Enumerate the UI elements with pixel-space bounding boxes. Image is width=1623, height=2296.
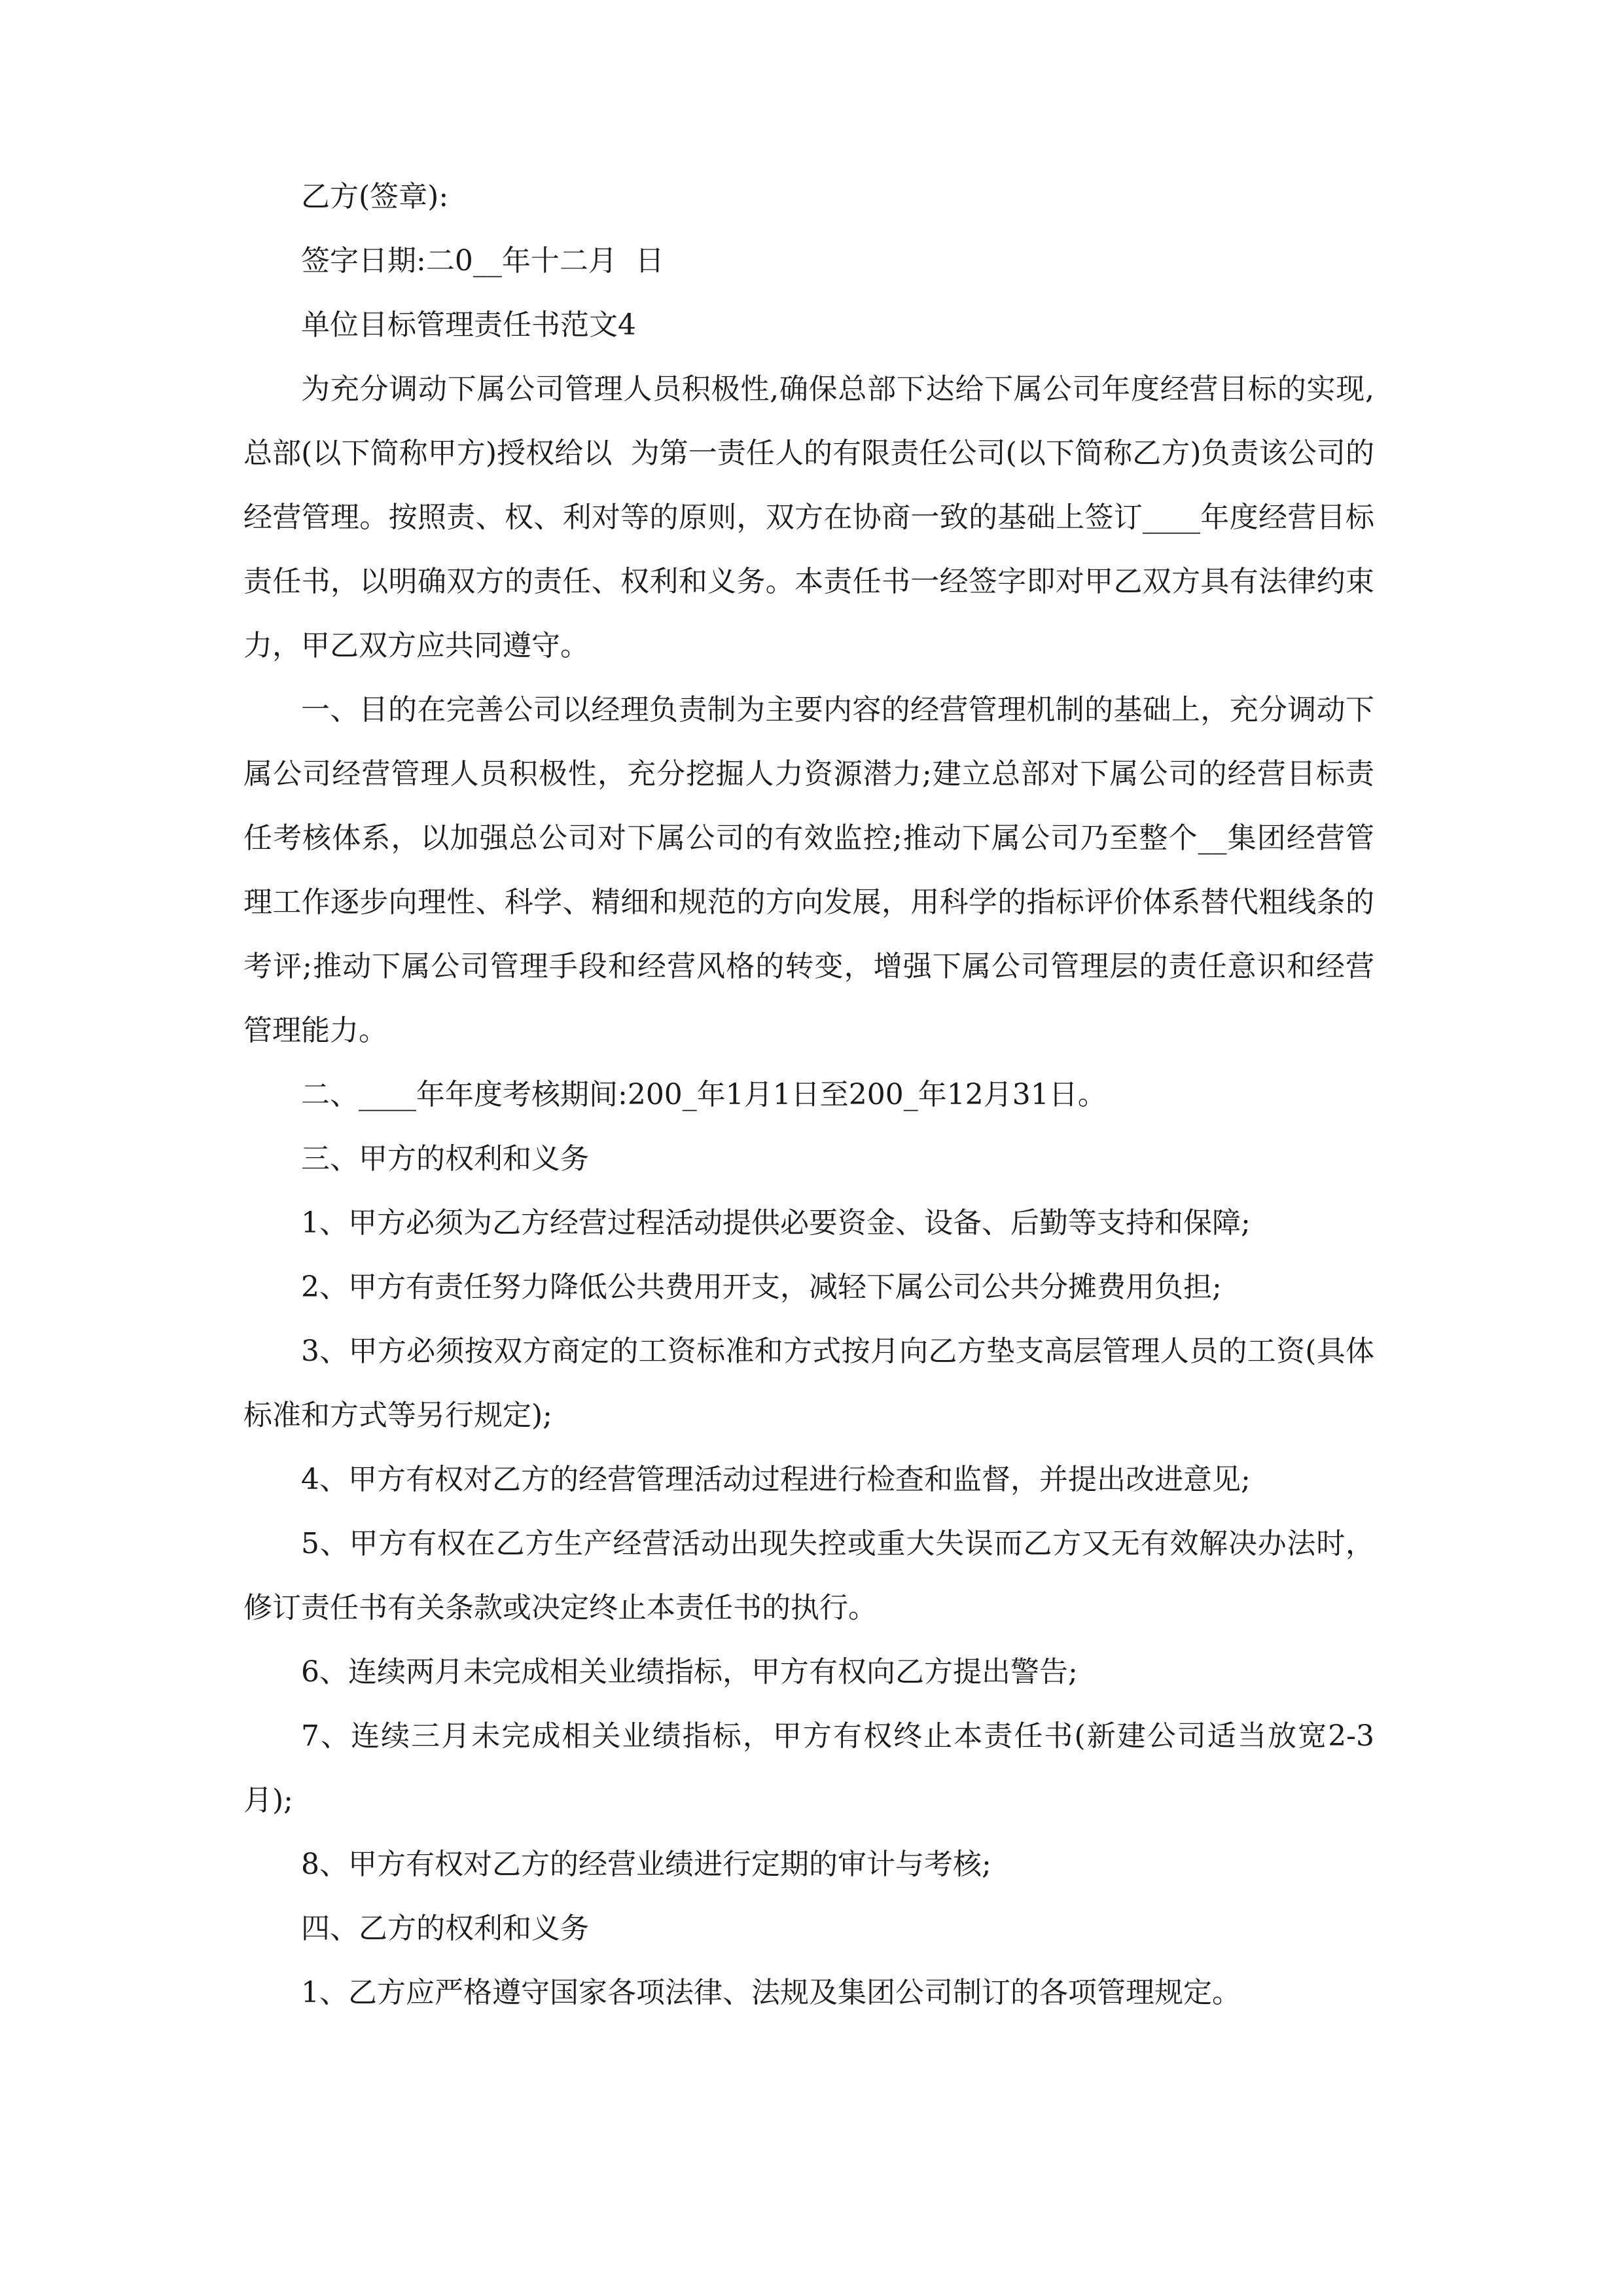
- party-b-heading: 四、乙方的权利和义务: [301, 1912, 589, 1945]
- party-a-item-4: 4、甲方有权对乙方的经营管理活动过程进行检查和监督，并提出改进意见;: [301, 1463, 1251, 1496]
- party-b-item-1: 1、乙方应严格遵守国家各项法律、法规及集团公司制订的各项管理规定。: [301, 1976, 1241, 2009]
- party-a-item-7: 7、连续三月未完成相关业绩指标，甲方有权终止本责任书(新建公司适当放宽2-3月);: [243, 1719, 1374, 1817]
- party-a-item-3: 3、甲方必须按双方商定的工资标准和方式按月向乙方垫支高层管理人员的工资(具体标准和方式等另行规定);: [243, 1335, 1374, 1432]
- document-body: [243, 165, 1374, 2025]
- party-a-heading: 三、甲方的权利和义务: [301, 1142, 589, 1175]
- signature-date-line: 签字日期:二0__年十二月 日: [301, 244, 664, 278]
- party-a-item-8: 8、甲方有权对乙方的经营业绩进行定期的审计与考核;: [301, 1848, 991, 1881]
- party-a-item-5: 5、甲方有权在乙方生产经营活动出现失控或重大失误而乙方又无有效解决办法时，修订责任书有关条款或决定终止本责任书的执行。: [243, 1527, 1374, 1624]
- party-a-item-2: 2、甲方有责任努力降低公共费用开支，减轻下属公司公共分摊费用负担;: [301, 1270, 1222, 1304]
- purpose-paragraph: 一、目的在完善公司以经理负责制为主要内容的经营管理机制的基础上，充分调动下属公司经营管理人员积极性，充分挖掘人力资源潜力;建立总部对下属公司的经营目标责任考核体系，以加强总公司对下属公司的有效监控;推动下属公司乃至整个__集团经营管理工作逐步向理性、科学、精细和规范的方向发展，用科学的指标评价体系替代粗线条的考评;推动下属公司管理手段和经营风格的转变，增强下属公司管理层的责任意识和经营管理能力。: [243, 693, 1374, 1047]
- party-a-item-1: 1、甲方必须为乙方经营过程活动提供必要资金、设备、后勤等支持和保障;: [301, 1206, 1251, 1240]
- party-a-item-6: 6、连续两月未完成相关业绩指标，甲方有权向乙方提出警告;: [301, 1655, 1078, 1689]
- section-title: 单位目标管理责任书范文4: [301, 308, 636, 342]
- assessment-period-paragraph: 二、____年年度考核期间:200_年1月1日至200_年12月31日。: [301, 1078, 1107, 1111]
- signature-party-b-line: 乙方(签章):: [301, 180, 449, 213]
- intro-paragraph: 为充分调动下属公司管理人员积极性,确保总部下达给下属公司年度经营目标的实现,总部(以下简称甲方)授权给以 为第一责任人的有限责任公司(以下简称乙方)负责该公司的经营管理。按照责、权、利对等的原则，双方在协商一致的基础上签订____年度经营目标责任书，以明确双方的责任、权利和义务。本责任书一经签字即对甲乙双方具有法律约束力，甲乙双方应共同遵守。: [243, 372, 1374, 662]
